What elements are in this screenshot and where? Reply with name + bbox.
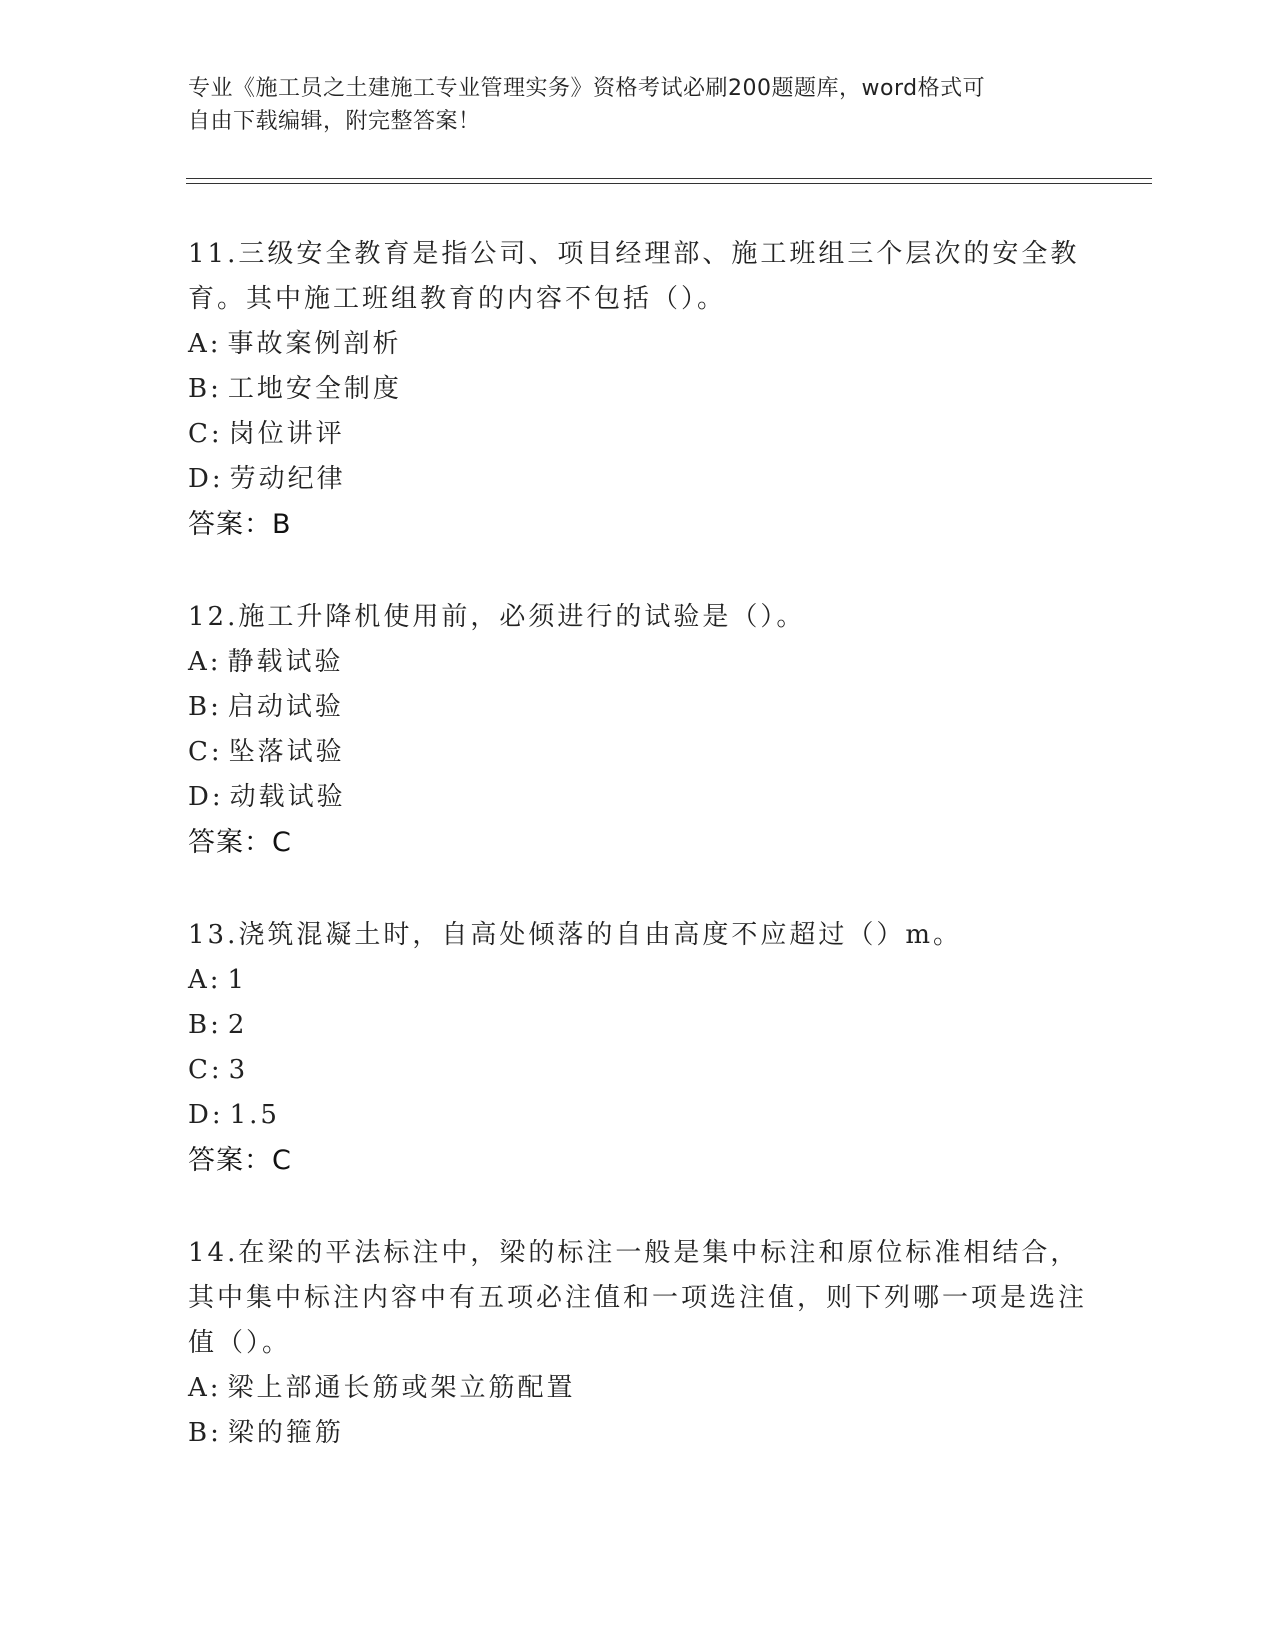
option-text: 梁上部通长筋或架立筋配置 xyxy=(227,1373,576,1403)
option-text: 梁的箍筋 xyxy=(227,1418,344,1448)
option-a xyxy=(188,322,1088,367)
option-text: 岗位讲评 xyxy=(228,419,345,449)
option-c xyxy=(188,730,1088,775)
option-letter: D: xyxy=(188,782,224,812)
option-d xyxy=(188,775,1088,820)
option-letter: A: xyxy=(188,965,222,995)
option-b xyxy=(188,367,1088,412)
option-c xyxy=(188,1048,1088,1093)
option-b xyxy=(188,1411,1088,1456)
header-line-2: 自由下载编辑，附完整答案！ xyxy=(188,109,481,134)
question-text: 11.三级安全教育是指公司、项目经理部、施工班组三个层次的安全教育。其中施工班组教育的内容不包括（）。 xyxy=(188,239,1080,314)
option-text: 坠落试验 xyxy=(228,737,345,767)
option-letter: B: xyxy=(188,1010,222,1040)
option-letter: B: xyxy=(188,1418,222,1448)
answer-line: 答案：B xyxy=(188,509,292,540)
option-text: 劳动纪律 xyxy=(229,464,346,494)
option-letter: C: xyxy=(188,737,223,767)
option-d xyxy=(188,457,1088,502)
option-letter: C: xyxy=(188,419,223,449)
option-text: 动载试验 xyxy=(229,782,346,812)
option-letter: A: xyxy=(188,1373,222,1403)
option-text: 工地安全制度 xyxy=(227,374,402,404)
document-header xyxy=(188,72,1068,138)
question-14 xyxy=(188,1231,1088,1456)
answer-line: 答案：C xyxy=(188,827,292,858)
option-text: 静载试验 xyxy=(227,647,344,677)
question-12 xyxy=(188,595,1088,865)
option-letter: B: xyxy=(188,374,222,404)
option-text: 1.5 xyxy=(229,1100,280,1130)
option-text: 1 xyxy=(227,965,248,995)
question-13 xyxy=(188,913,1088,1183)
answer-line: 答案：C xyxy=(188,1145,292,1176)
option-letter: A: xyxy=(188,647,222,677)
option-text: 启动试验 xyxy=(227,692,344,722)
option-letter: D: xyxy=(188,1100,224,1130)
option-a xyxy=(188,640,1088,685)
option-a xyxy=(188,958,1088,1003)
option-letter: D: xyxy=(188,464,224,494)
question-text: 12.施工升降机使用前，必须进行的试验是（）。 xyxy=(188,602,806,632)
option-letter: B: xyxy=(188,692,222,722)
option-b xyxy=(188,685,1088,730)
option-text: 2 xyxy=(227,1010,248,1040)
option-a xyxy=(188,1366,1088,1411)
option-letter: A: xyxy=(188,329,222,359)
question-text: 13.浇筑混凝土时，自高处倾落的自由高度不应超过（）m。 xyxy=(188,920,963,950)
question-11 xyxy=(188,232,1088,547)
option-d xyxy=(188,1093,1088,1138)
header-divider-top xyxy=(186,178,1152,179)
header-divider-bottom xyxy=(186,183,1152,184)
question-text: 14.在梁的平法标注中，梁的标注一般是集中标注和原位标准相结合，其中集中标注内容中有五项必注值和一项选注值，则下列哪一项是选注值（）。 xyxy=(188,1238,1088,1358)
header-line-1: 专业《施工员之土建施工专业管理实务》资格考试必刷200题题库，word格式可 xyxy=(188,76,986,101)
option-text: 事故案例剖析 xyxy=(227,329,402,359)
option-c xyxy=(188,412,1088,457)
question-list xyxy=(188,232,1088,1504)
option-letter: C: xyxy=(188,1055,223,1085)
option-b xyxy=(188,1003,1088,1048)
option-text: 3 xyxy=(228,1055,249,1085)
